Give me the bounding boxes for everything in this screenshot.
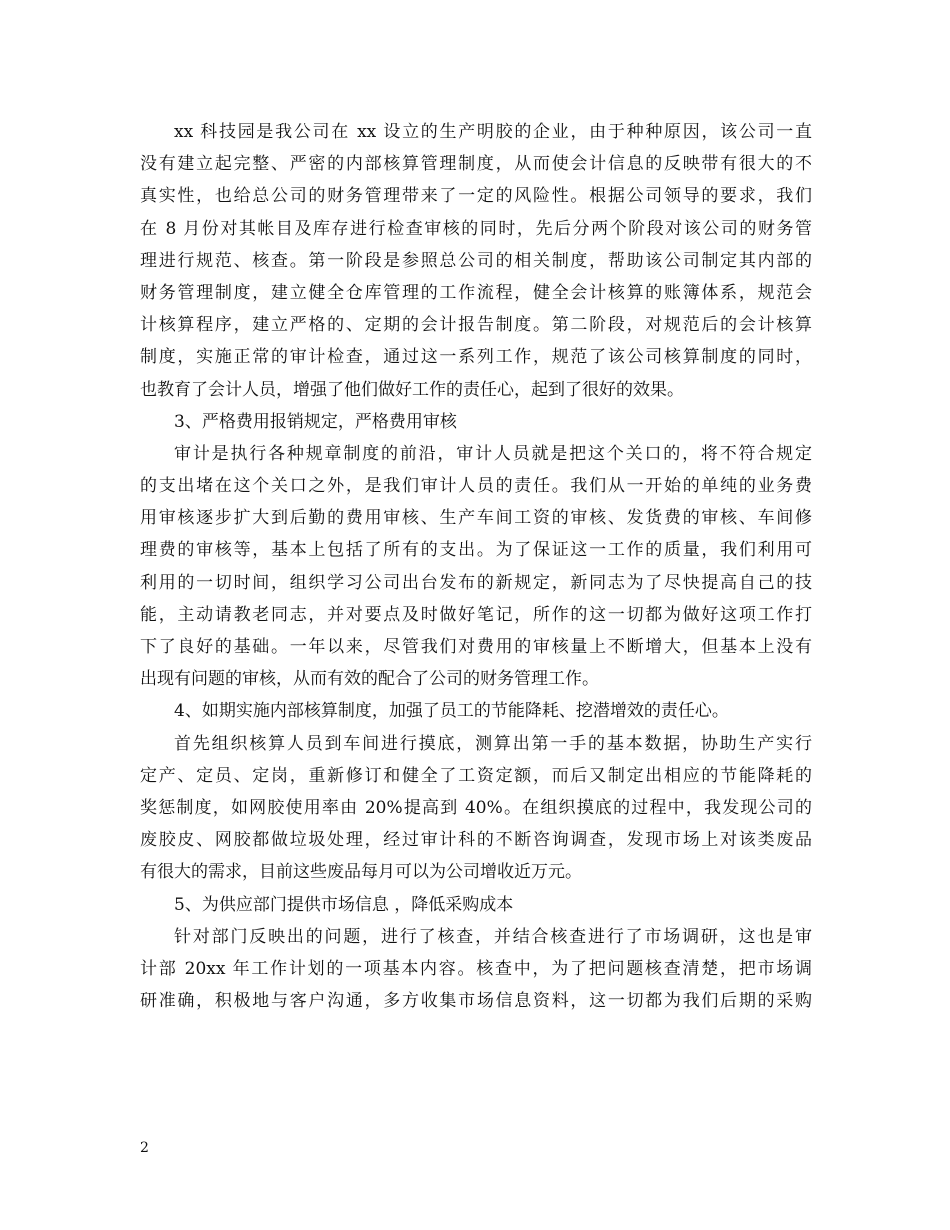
text-line: xx 科技园是我公司在 xx 设立的生产明胶的企业，由于种种原因，该公司一直 [174, 122, 812, 142]
text-line: 能，主动请教老同志，并对要点及时做好笔记，所作的这一切都为做好这项工作打 [140, 604, 812, 625]
text-line: 定产、定员、定岗，重新修订和健全了工资定额，而后又制定出相应的节能降耗的 [140, 765, 812, 786]
text-line: 首先组织核算人员到车间进行摸底，测算出第一手的基本数据，协助生产实行 [174, 733, 812, 754]
text-line: 用审核逐步扩大到后勤的费用审核、生产车间工资的审核、发货费的审核、车间修 [140, 508, 812, 529]
text-line: 有很大的需求，目前这些废品每月可以为公司增收近万元。 [140, 862, 582, 883]
text-line: 没有建立起完整、严密的内部核算管理制度，从而使会计信息的反映带有很大的不 [140, 154, 812, 175]
text-line: 在 8 月份对其帐目及库存进行检查审核的同时，先后分两个阶段对该公司的财务管 [140, 218, 812, 239]
text-line: 研准确，积极地与客户沟通，多方收集市场信息资料，这一切都为我们后期的采购 [140, 991, 812, 1012]
text-line: 利用的一切时间，组织学习公司出台发布的新规定，新同志为了尽快提高自己的技 [140, 572, 812, 593]
text-line: 下了良好的基础。一年以来，尽管我们对费用的审核量上不断增大，但基本上没有 [140, 637, 812, 657]
page-number: 2 [140, 1140, 149, 1156]
section-heading: 5、为供应部门提供市场信息 ，降低采购成本 [174, 894, 514, 915]
text-line: 出现有问题的审核，从而有效的配合了公司的财务管理工作。 [140, 669, 599, 690]
text-line: 理进行规范、核查。第一阶段是参照总公司的相关制度，帮助该公司制定其内部的 [140, 250, 812, 271]
section-heading: 4、如期实施内部核算制度，加强了员工的节能降耗、挖潜增效的责任心。 [174, 701, 729, 722]
text-line: 理费的审核等，基本上包括了所有的支出。为了保证这一工作的质量，我们利用可 [140, 540, 812, 561]
text-line: 的支出堵在这个关口之外，是我们审计人员的责任。我们从一开始的单纯的业务费 [140, 476, 812, 497]
text-line: 制度，实施正常的审计检查，通过这一系列工作，规范了该公司核算制度的同时， [140, 347, 812, 368]
text-line: 奖惩制度，如网胶使用率由 20%提高到 40%。在组织摸底的过程中，我发现公司的 [140, 797, 812, 818]
section-heading: 3、严格费用报销规定，严格费用审核 [174, 411, 457, 432]
text-line: 真实性，也给总公司的财务管理带来了一定的风险性。根据公司领导的要求，我们 [140, 186, 812, 207]
text-line: 计部 20xx 年工作计划的一项基本内容。核查中，为了把问题核查清楚，把市场调 [140, 958, 812, 979]
text-line: 审计是执行各种规章制度的前沿，审计人员就是把这个关口的，将不符合规定 [174, 443, 812, 464]
text-line: 针对部门反映出的问题，进行了核查，并结合核查进行了市场调研，这也是审 [174, 926, 812, 947]
text-line: 废胶皮、网胶都做垃圾处理，经过审计科的不断咨询调查，发现市场上对该类废品 [140, 830, 812, 851]
text-line: 计核算程序，建立严格的、定期的会计报告制度。第二阶段，对规范后的会计核算 [140, 315, 812, 336]
text-line: 财务管理制度，建立健全仓库管理的工作流程，健全会计核算的账簿体系，规范会 [140, 282, 812, 303]
text-line: 也教育了会计人员，增强了他们做好工作的责任心，起到了很好的效果。 [140, 379, 684, 400]
body-text [140, 116, 812, 1017]
